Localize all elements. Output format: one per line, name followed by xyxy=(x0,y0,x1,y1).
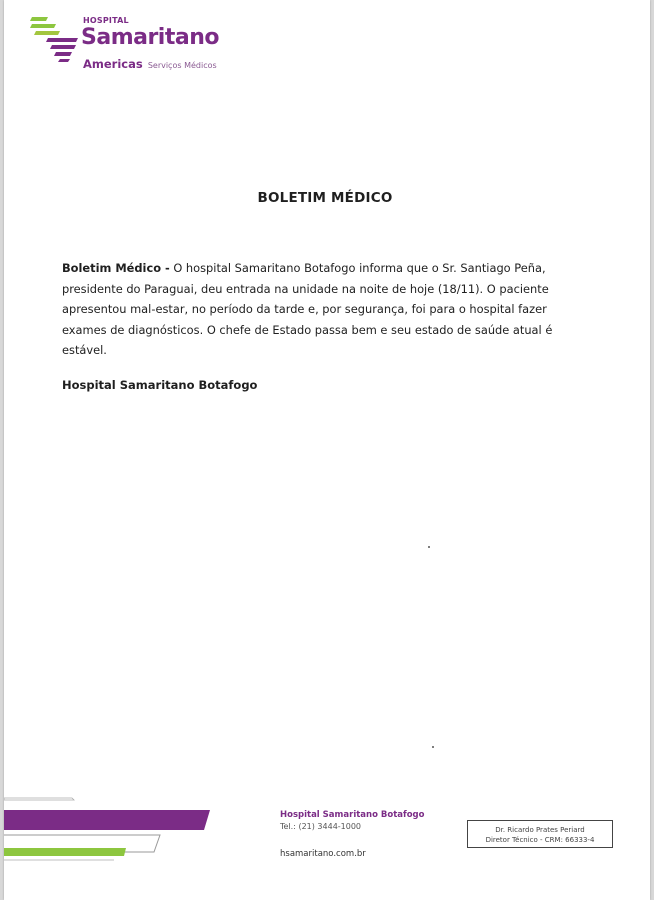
director-title: Diretor Técnico - CRM: 66333-4 xyxy=(485,836,595,844)
document-title: BOLETIM MÉDICO xyxy=(257,190,393,206)
footer-website: hsamaritano.com.br xyxy=(280,849,366,859)
document-body-text: O hospital Samaritano Botafogo informa que o Sr. Santiago Peña, presidente do Paraguai, deu entrada na unidade na noite de hoje (18/11). O paciente apresentou mal-estar, no período da tarde e, por segurança, foi para o hospital fazer exames de diagnósticos. O chefe de Estado passa bem e seu estado de saúde atual é estável. xyxy=(62,261,553,357)
logo-brand-name: Samaritano xyxy=(81,25,219,50)
document-page xyxy=(4,0,650,900)
document-signature: Hospital Samaritano Botafogo xyxy=(62,378,258,392)
document-body xyxy=(62,258,582,361)
scan-speck xyxy=(428,546,430,548)
hospital-logo xyxy=(26,14,226,70)
director-stamp xyxy=(467,820,613,848)
logo-hospital-label: HOSPITAL xyxy=(83,16,129,25)
director-name: Dr. Ricardo Prates Periard xyxy=(495,826,585,834)
logo-subtitle xyxy=(83,53,217,72)
logo-sub-small: Serviços Médicos xyxy=(147,61,217,70)
footer-org-name: Hospital Samaritano Botafogo xyxy=(280,810,425,820)
footer-decoration xyxy=(4,796,224,866)
document-lead: Boletim Médico - xyxy=(62,261,170,275)
scan-speck xyxy=(432,746,434,748)
logo-sub-main: Americas xyxy=(83,57,143,71)
footer-telephone: Tel.: (21) 3444-1000 xyxy=(280,822,362,831)
samaritano-logo-mark xyxy=(26,14,78,66)
